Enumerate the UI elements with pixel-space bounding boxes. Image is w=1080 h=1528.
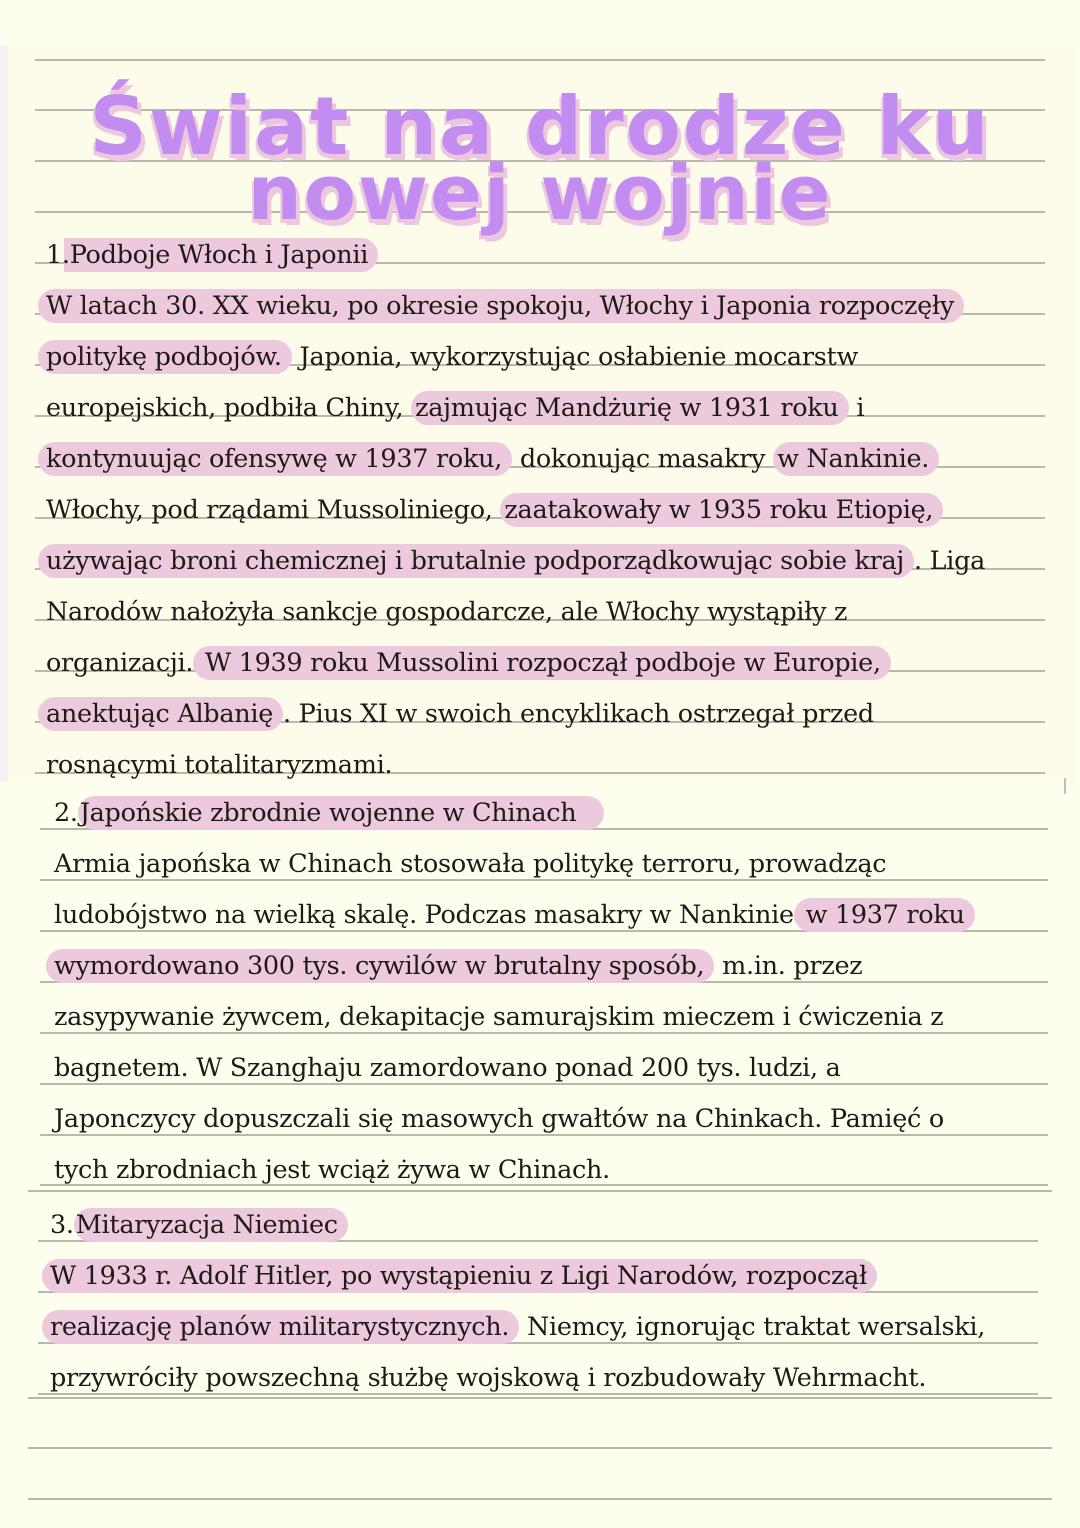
paragraph-line: tych zbrodniach jest wciąż żywa w Chinach. — [54, 1155, 610, 1185]
highlight: w 1937 roku — [794, 898, 975, 932]
highlight: anektując Albanię — [38, 697, 283, 731]
section-heading-2: 2.Japońskie zbrodnie wojenne w Chinach — [54, 795, 604, 831]
paragraph-line: zasypywanie żywcem, dekapitacje samurajskim mieczem i ćwiczenia z — [54, 1002, 944, 1032]
highlight: zajmując Mandżurię w 1931 roku — [411, 391, 848, 425]
highlight: W latach 30. XX wieku, po okresie spokoju, Włochy i Japonia rozpoczęły — [38, 289, 964, 323]
highlight: politykę podbojów. — [38, 340, 292, 374]
highlight: zaatakowały w 1935 roku Etiopię, — [500, 493, 943, 527]
highlight: w Nankinie. — [773, 442, 939, 476]
highlight: realizację planów militarystycznych. — [42, 1310, 519, 1344]
highlight: W 1939 roku Mussolini rozpoczął podboje w Europie, — [193, 646, 891, 680]
paragraph-line: rosnącymi totalitaryzmami. — [46, 750, 393, 780]
paragraph-line: anektując Albanię . Pius XI w swoich encyklikach ostrzegał przed — [46, 696, 874, 732]
paragraph-line: przywróciły powszechną służbę wojskową i rozbudowały Wehrmacht. — [50, 1363, 927, 1393]
paragraph-line: politykę podbojów. Japonia, wykorzystując osłabienie mocarstw — [46, 339, 858, 375]
paragraph-line: Narodów nałożyła sankcje gospodarcze, ale Włochy wystąpiły z — [46, 597, 848, 627]
scrollbar-mark — [1064, 778, 1066, 794]
paragraph-line: Japonczycy dopuszczali się masowych gwałtów na Chinkach. Pamięć o — [54, 1104, 944, 1134]
section-heading-1: 1.Podboje Włoch i Japonii — [46, 237, 378, 273]
page-title-line-1: Świat na drodze ku — [89, 80, 991, 173]
highlight: W 1933 r. Adolf Hitler, po wystąpieniu z Ligi Narodów, rozpoczął — [42, 1259, 877, 1293]
paragraph-line: europejskich, podbiła Chiny, zajmując Mandżurię w 1931 roku i — [46, 393, 865, 423]
paragraph-line: bagnetem. W Szanghaju zamordowano ponad 200 tys. ludzi, a — [54, 1053, 841, 1083]
paragraph-line — [46, 288, 964, 324]
ruled-line — [28, 1397, 1052, 1399]
paragraph-line: kontynuując ofensywę w 1937 roku, dokonując masakry w Nankinie. — [46, 441, 939, 477]
ruled-line — [28, 1447, 1052, 1449]
paragraph-line — [50, 1258, 877, 1294]
section-heading-3: 3.Mitaryzacja Niemiec — [50, 1207, 348, 1243]
paragraph-line: organizacji. W 1939 roku Mussolini rozpoczął podboje w Europie, — [46, 645, 891, 681]
paragraph-line: używając broni chemicznej i brutalnie podporządkowując sobie kraj . Liga — [46, 543, 985, 579]
ruled-line — [35, 59, 1045, 61]
highlight: kontynuując ofensywę w 1937 roku, — [38, 442, 512, 476]
page-title-line-2: nowej wojnie — [247, 148, 833, 237]
highlight: wymordowano 300 tys. cywilów w brutalny sposób, — [46, 949, 714, 983]
highlight: używając broni chemicznej i brutalnie podporządkowując sobie kraj — [38, 544, 914, 578]
paragraph-line: Armia japońska w Chinach stosowała politykę terroru, prowadząc — [54, 849, 887, 879]
paragraph-line: ludobójstwo na wielką skalę. Podczas masakry w Nankinie w 1937 roku — [54, 897, 975, 933]
paragraph-line: realizację planów militarystycznych. Niemcy, ignorując traktat wersalski, — [50, 1309, 985, 1345]
ruled-line — [28, 1190, 1052, 1192]
ruled-line — [28, 1498, 1052, 1500]
paragraph-line: Włochy, pod rządami Mussoliniego, zaatakowały w 1935 roku Etiopię, — [46, 492, 943, 528]
paragraph-line: wymordowano 300 tys. cywilów w brutalny sposób, m.in. przez — [54, 948, 862, 984]
